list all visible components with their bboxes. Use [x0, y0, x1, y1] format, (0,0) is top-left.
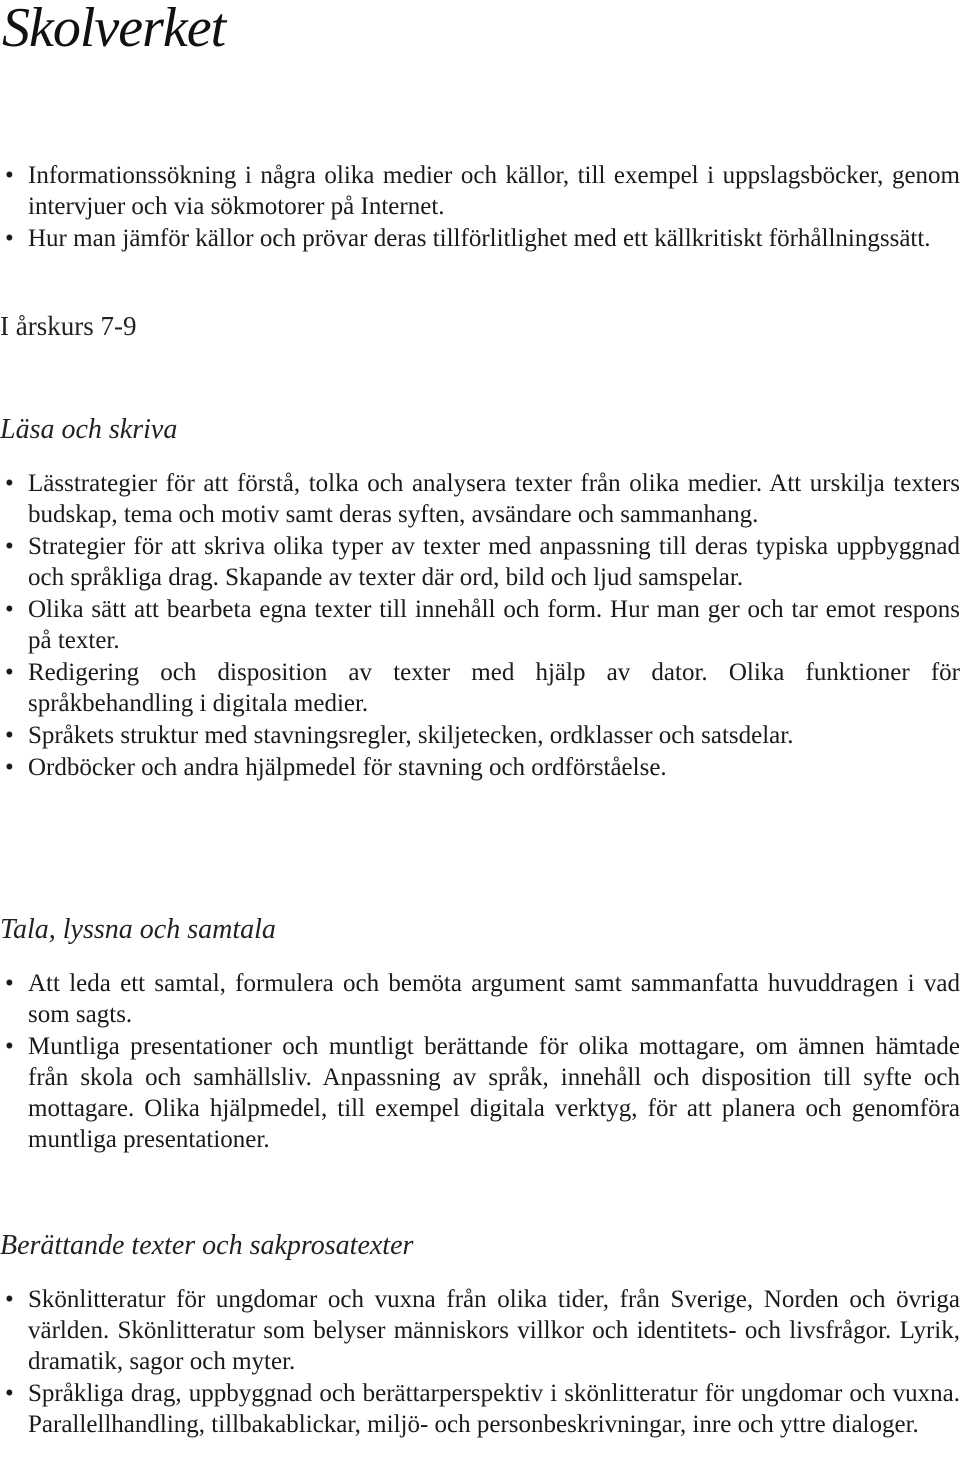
- skolverket-logo: Skolverket: [2, 0, 226, 59]
- section-heading: Läsa och skriva: [0, 414, 178, 445]
- list-item: • Lässtrategier för att förstå, tolka och analysera texter från olika medier. Att urskilja texters budskap, tema och motiv samt deras syften, avsändare och sammanhang.: [0, 468, 960, 530]
- list-item: • Språkliga drag, uppbyggnad och berättarperspektiv i skönlitteratur för ungdomar och vuxna. Parallellhandling, tillbakablickar, miljö- och personbeskrivningar, inre och yttre dialoger.: [0, 1378, 960, 1440]
- list-item: • Strategier för att skriva olika typer av texter med anpassning till deras typiska uppbyggnad och språkliga drag. Skapande av texter där ord, bild och ljud samspelar.: [0, 531, 960, 593]
- section-tala-lyssna-och-samtala: [0, 914, 960, 1155]
- section-bullet-list: [0, 968, 960, 1155]
- list-item: • Redigering och disposition av texter med hjälp av dator. Olika funktioner för språkbehandling i digitala medier.: [0, 657, 960, 719]
- intro-bullet-list: [0, 160, 960, 254]
- section-heading: Tala, lyssna och samtala: [0, 914, 276, 945]
- list-item: • Att leda ett samtal, formulera och bemöta argument samt sammanfatta huvuddragen i vad som sagts.: [0, 968, 960, 1030]
- section-lasa-och-skriva: [0, 414, 960, 783]
- section-bullet-list: [0, 468, 960, 783]
- list-item: • Skönlitteratur för ungdomar och vuxna från olika tider, från Sverige, Norden och övriga världen. Skönlitteratur som belyser människors villkor och identitets- och livsfrågor. Lyrik, dramatik, sagor och myter.: [0, 1284, 960, 1377]
- list-item: • Informationssökning i några olika medier och källor, till exempel i uppslagsböcker, genom intervjuer och via sökmotorer på Internet.: [0, 160, 960, 222]
- section-bullet-list: [0, 1284, 960, 1440]
- grade-heading-block: [0, 310, 960, 342]
- grade-heading: I årskurs 7-9: [0, 311, 137, 341]
- intro-bullet-list-section: [0, 160, 960, 254]
- list-item: • Olika sätt att bearbeta egna texter till innehåll och form. Hur man ger och tar emot respons på texter.: [0, 594, 960, 656]
- section-berattande-texter-och-sakprosatexter: [0, 1230, 960, 1440]
- section-heading: Berättande texter och sakprosatexter: [0, 1230, 414, 1261]
- list-item: • Hur man jämför källor och prövar deras tillförlitlighet med ett källkritiskt förhållningssätt.: [0, 223, 960, 254]
- list-item: • Muntliga presentationer och muntligt berättande för olika mottagare, om ämnen hämtade från skola och samhällsliv. Anpassning av språk, innehåll och disposition till syfte och mottagare. Olika hjälpmedel, till exempel digitala verktyg, för att planera och genomföra muntliga presentationer.: [0, 1031, 960, 1155]
- list-item: • Språkets struktur med stavningsregler, skiljetecken, ordklasser och satsdelar.: [0, 720, 960, 751]
- list-item: • Ordböcker och andra hjälpmedel för stavning och ordförståelse.: [0, 752, 960, 783]
